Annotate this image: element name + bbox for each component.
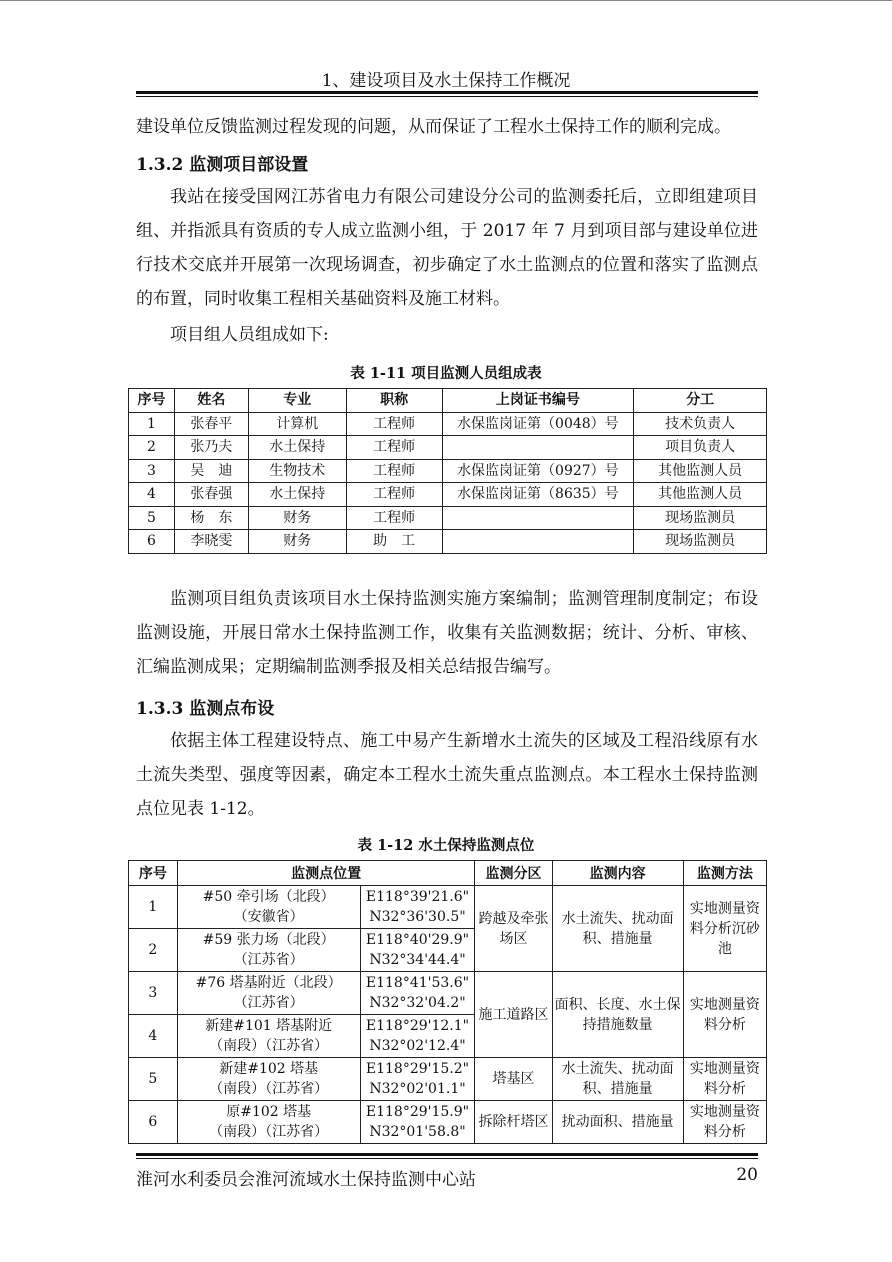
section-heading-1-3-3: 1.3.3 监测点布设 xyxy=(136,699,275,719)
cell: 1 xyxy=(129,412,175,436)
location-name: 新建#101 塔基附近 xyxy=(205,1018,333,1034)
cell: 5 xyxy=(129,1058,178,1101)
col-header: 分工 xyxy=(634,389,767,413)
longitude: E118°29'15.2" xyxy=(365,1061,470,1077)
col-header: 上岗证书编号 xyxy=(442,389,634,413)
latitude: N32°01'58.8" xyxy=(369,1124,466,1140)
cell: 生物技术 xyxy=(248,459,346,483)
location-name: #76 塔基附近（北段） xyxy=(195,975,342,991)
longitude: E118°41'53.6" xyxy=(365,975,470,991)
col-header: 姓名 xyxy=(174,389,248,413)
location-province: （安徽省） xyxy=(233,909,304,925)
cell: 水保监岗证第（0927）号 xyxy=(442,459,634,483)
location-cell xyxy=(177,1015,360,1058)
location-name: 新建#102 塔基 xyxy=(219,1061,319,1077)
location-province: （江苏省） xyxy=(233,952,304,968)
location-cell xyxy=(177,1058,360,1101)
page-number: 20 xyxy=(736,1165,758,1185)
cell: 项目负责人 xyxy=(634,436,767,460)
latitude: N32°02'01.1" xyxy=(369,1081,466,1097)
running-header: 1、建设项目及水土保持工作概况 xyxy=(321,71,571,91)
coordinate-cell xyxy=(360,929,475,972)
footer-rule-thin xyxy=(136,1158,758,1159)
cell: 张乃夫 xyxy=(174,436,248,460)
zone-cell: 施工道路区 xyxy=(475,972,552,1058)
cell: 4 xyxy=(129,1015,178,1058)
location-province: （南段）（江苏省） xyxy=(209,1124,329,1140)
personnel-table xyxy=(128,388,767,554)
cell: 水土保持 xyxy=(248,436,346,460)
coordinate-cell xyxy=(360,1058,475,1101)
paragraph-project-team: 我站在接受国网江苏省电力有限公司建设分公司的监测委托后，立即组建项目组、并指派具有资质的专人成立监测小组，于 2017 年 7 月到项目部与建设单位进行技术交底并开展第一次现场调查，初步确定了水土监测点的位置和落实了监测点的布置，同时收集工程相关基础资料及施工材料。 xyxy=(136,187,758,309)
cell: 工程师 xyxy=(346,412,442,436)
location-cell xyxy=(177,972,360,1015)
cell: 4 xyxy=(129,483,175,507)
col-header: 职称 xyxy=(346,389,442,413)
method-cell: 实地测量资料分析 xyxy=(683,972,766,1058)
method-cell: 实地测量资料分析 xyxy=(683,1101,766,1144)
col-header: 监测内容 xyxy=(552,861,683,886)
footer-rule xyxy=(136,1153,758,1156)
table-row xyxy=(129,1058,767,1101)
cell: 3 xyxy=(129,972,178,1015)
cell: 现场监测员 xyxy=(634,530,767,554)
cell: 2 xyxy=(129,436,175,460)
longitude: E118°39'21.6" xyxy=(365,889,470,905)
cell: 现场监测员 xyxy=(634,506,767,530)
table-row xyxy=(129,436,767,460)
table-row xyxy=(129,483,767,507)
table-header-row xyxy=(129,861,767,886)
zone-cell: 拆除杆塔区 xyxy=(475,1101,552,1144)
page-edge xyxy=(0,0,892,1)
paragraph-team-duties: 监测项目组负责该项目水土保持监测实施方案编制；监测管理制度制定；布设监测设施，开展日常水土保持监测工作，收集有关监测数据；统计、分析、审核、汇编监测成果；定期编制监测季报及相关总结报告编写。 xyxy=(136,589,758,677)
longitude: E118°29'12.1" xyxy=(365,1018,470,1034)
table-row xyxy=(129,886,767,929)
content-cell: 扰动面积、措施量 xyxy=(552,1101,683,1144)
table-row xyxy=(129,506,767,530)
longitude: E118°29'15.9" xyxy=(365,1104,470,1120)
cell: 张春平 xyxy=(174,412,248,436)
content-cell: 水土流失、扰动面积、措施量 xyxy=(552,1058,683,1101)
cell: 工程师 xyxy=(346,436,442,460)
cell: 李晓雯 xyxy=(174,530,248,554)
cell: 2 xyxy=(129,929,178,972)
footer-organization: 淮河水利委员会淮河流域水土保持监测中心站 xyxy=(136,1170,476,1190)
location-cell xyxy=(177,886,360,929)
cell: 杨 东 xyxy=(174,506,248,530)
table-row xyxy=(129,1101,767,1144)
latitude: N32°32'04.2" xyxy=(369,995,466,1011)
cell: 水保监岗证第（8635）号 xyxy=(442,483,634,507)
content-cell: 水土流失、扰动面积、措施量 xyxy=(552,886,683,972)
section-heading-1-3-2: 1.3.2 监测项目部设置 xyxy=(136,155,309,175)
location-province: （江苏省） xyxy=(233,995,304,1011)
cell: 3 xyxy=(129,459,175,483)
cell: 吴 迪 xyxy=(174,459,248,483)
col-header: 序号 xyxy=(129,861,178,886)
coordinate-cell xyxy=(360,972,475,1015)
location-province: （南段）（江苏省） xyxy=(209,1081,329,1097)
location-name: #59 张力场（北段） xyxy=(202,932,335,948)
latitude: N32°34'44.4" xyxy=(369,952,466,968)
coordinate-cell xyxy=(360,1101,475,1144)
cell: 计算机 xyxy=(248,412,346,436)
cell: 其他监测人员 xyxy=(634,483,767,507)
cell: 财务 xyxy=(248,530,346,554)
paragraph-monitoring-points: 依据主体工程建设特点、施工中易产生新增水土流失的区域及工程沿线原有水土流失类型、强度等因素，确定本工程水土流失重点监测点。本工程水土保持监测点位见表 1-12。 xyxy=(136,731,758,819)
col-header: 专业 xyxy=(248,389,346,413)
header-rule-thin xyxy=(136,96,758,97)
location-province: （南段）（江苏省） xyxy=(209,1038,329,1054)
monitoring-points-table xyxy=(128,860,767,1144)
cell: 水土保持 xyxy=(248,483,346,507)
paragraph-continued: 建设单位反馈监测过程发现的问题，从而保证了工程水土保持工作的顺利完成。 xyxy=(136,117,731,137)
cell xyxy=(442,506,634,530)
col-header: 监测方法 xyxy=(683,861,766,886)
col-header: 监测分区 xyxy=(475,861,552,886)
cell xyxy=(442,530,634,554)
col-header: 监测点位置 xyxy=(177,861,475,886)
header-rule xyxy=(136,91,758,94)
cell: 水保监岗证第（0048）号 xyxy=(442,412,634,436)
cell: 助 工 xyxy=(346,530,442,554)
col-header: 序号 xyxy=(129,389,175,413)
longitude: E118°40'29.9" xyxy=(365,932,470,948)
cell: 财务 xyxy=(248,506,346,530)
table-row xyxy=(129,530,767,554)
cell: 工程师 xyxy=(346,506,442,530)
zone-cell: 塔基区 xyxy=(475,1058,552,1101)
location-cell xyxy=(177,1101,360,1144)
cell: 6 xyxy=(129,1101,178,1144)
cell: 5 xyxy=(129,506,175,530)
cell: 1 xyxy=(129,886,178,929)
content-cell: 面积、长度、水土保持措施数量 xyxy=(552,972,683,1058)
cell: 6 xyxy=(129,530,175,554)
table-row xyxy=(129,459,767,483)
zone-cell: 跨越及牵张场区 xyxy=(475,886,552,972)
table-caption-1-11: 表 1-11 项目监测人员组成表 xyxy=(350,365,542,382)
latitude: N32°36'30.5" xyxy=(369,909,466,925)
cell: 工程师 xyxy=(346,483,442,507)
location-name: 原#102 塔基 xyxy=(226,1104,312,1120)
paragraph-team-intro: 项目组人员组成如下: xyxy=(170,325,329,345)
method-cell: 实地测量资料分析 xyxy=(683,1058,766,1101)
cell: 工程师 xyxy=(346,459,442,483)
latitude: N32°02'12.4" xyxy=(369,1038,466,1054)
location-cell xyxy=(177,929,360,972)
coordinate-cell xyxy=(360,1015,475,1058)
cell: 技术负责人 xyxy=(634,412,767,436)
table-row xyxy=(129,412,767,436)
cell: 其他监测人员 xyxy=(634,459,767,483)
cell xyxy=(442,436,634,460)
cell: 张春强 xyxy=(174,483,248,507)
method-cell: 实地测量资料分析沉砂池 xyxy=(683,886,766,972)
table-header-row xyxy=(129,389,767,413)
coordinate-cell xyxy=(360,886,475,929)
location-name: #50 牵引场（北段） xyxy=(202,889,335,905)
table-row xyxy=(129,972,767,1015)
table-caption-1-12: 表 1-12 水土保持监测点位 xyxy=(357,837,535,854)
